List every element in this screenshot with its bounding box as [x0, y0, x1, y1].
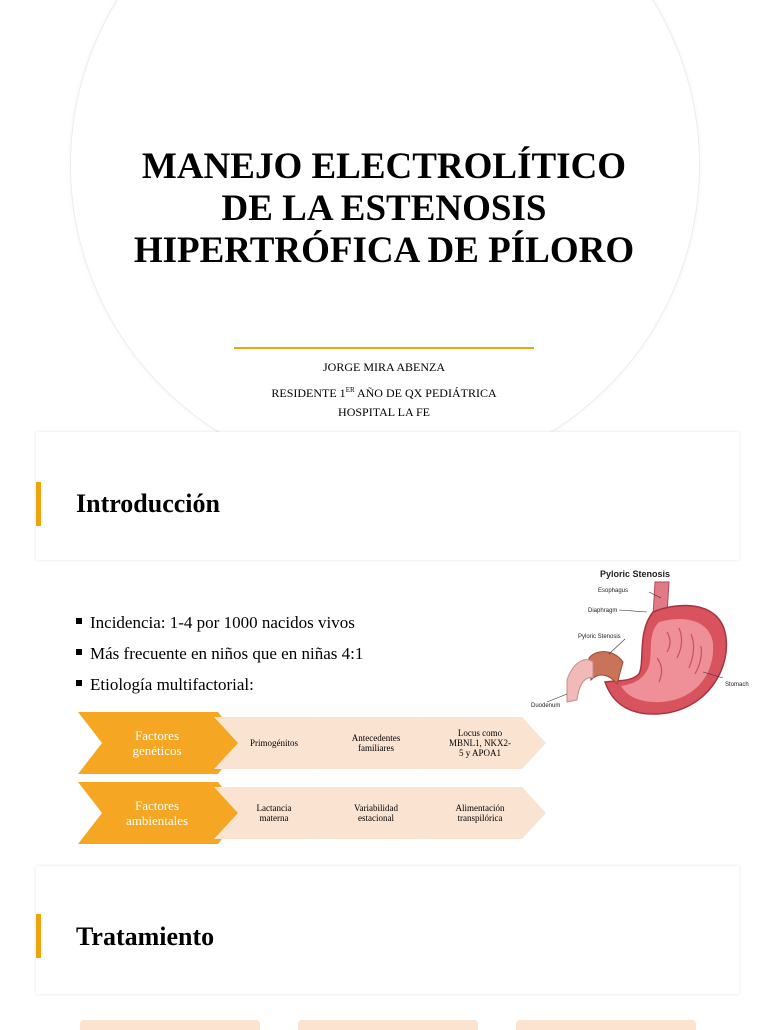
hospital-name: HOSPITAL LA FE	[338, 405, 430, 419]
header-accent-bar	[36, 914, 41, 958]
bullet-item: Incidencia: 1-4 por 1000 nacidos vivos	[76, 610, 363, 641]
step-label: Alimentación transpilórica	[455, 803, 505, 823]
role-suffix: AÑO DE QX PEDIÁTRICA	[354, 386, 497, 400]
author-name: JORGE MIRA ABENZA	[322, 360, 445, 374]
step-label: Primogénitos	[249, 738, 298, 748]
bullet-item: Más frecuente en niños que en niñas 4:1	[76, 641, 363, 672]
main-label-genetic: Factores genéticos	[132, 728, 182, 758]
treatment-header-card	[36, 866, 739, 994]
step-label: Lactancia materna	[256, 803, 292, 823]
intro-header-card	[36, 432, 739, 560]
title-slide	[0, 0, 768, 432]
next-slide-shape	[516, 1020, 696, 1030]
step-label: Locus como MBNL1, NKX2- 5 y APOA1	[449, 728, 511, 758]
label-stomach: Stomach	[725, 682, 749, 688]
next-slide-shape	[298, 1020, 478, 1030]
intro-heading: Introducción	[76, 489, 220, 518]
treatment-heading: Tratamiento	[76, 922, 215, 951]
label-diaphragm: Diaphragm	[588, 608, 618, 614]
label-duodenum: Duodenum	[531, 703, 561, 709]
label-pyloric: Pyloric Stenosis	[578, 634, 621, 640]
accent-rule	[234, 347, 534, 349]
main-label-environmental: Factores ambientales	[125, 798, 189, 828]
bullet-item: Etiología multifactorial:	[76, 672, 363, 703]
role-prefix: RESIDENTE 1	[271, 386, 346, 400]
figure-title: Pyloric Stenosis	[600, 569, 671, 579]
label-esophagus: Esophagus	[598, 588, 629, 594]
role-superscript: ER	[345, 386, 355, 394]
step-label: Antecedentes familiares	[351, 733, 401, 753]
step-label: Variabilidad estacional	[354, 803, 398, 823]
pyloric-stenosis-illustration	[527, 562, 757, 722]
intro-bullet-list	[76, 610, 363, 703]
pylorus-shape	[589, 652, 623, 684]
slide-title: MANEJO ELECTROLÍTICO DE LA ESTENOSIS HIPERTRÓFICA DE PÍLORO	[133, 146, 635, 271]
author-role	[0, 383, 768, 400]
duodenum-shape	[567, 660, 593, 702]
header-accent-bar	[36, 482, 41, 526]
next-slide-shape	[80, 1020, 260, 1030]
